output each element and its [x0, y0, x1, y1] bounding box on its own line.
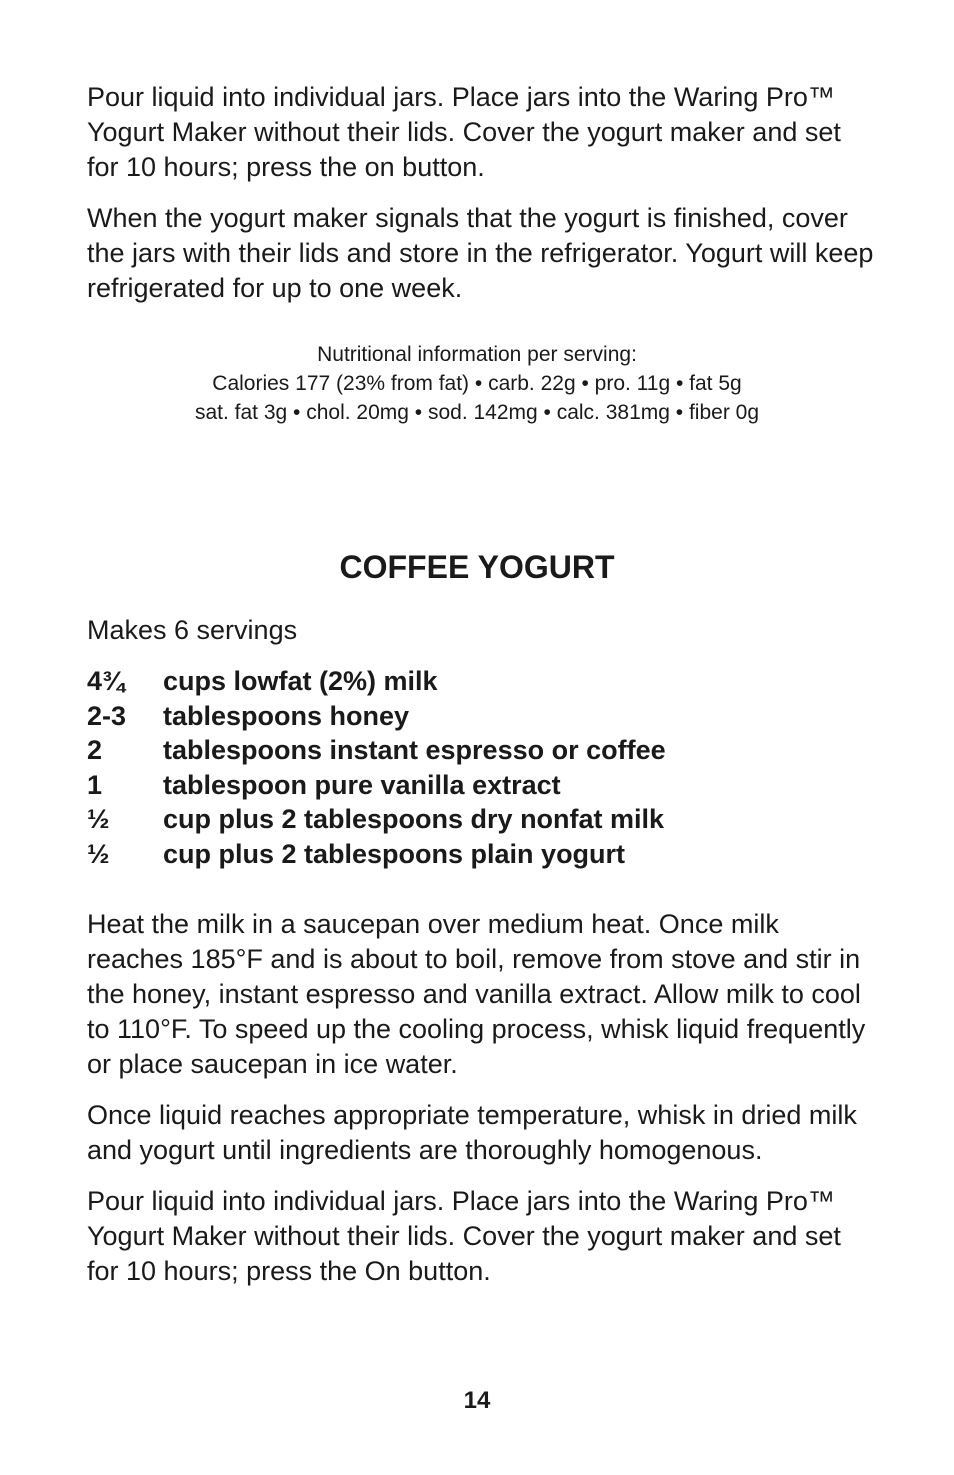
- ingredient-quantity: 4¾: [87, 666, 125, 696]
- nutrition-heading: Nutritional information per serving:: [317, 343, 637, 366]
- page-number: 14: [463, 1387, 491, 1414]
- nutrition-info: [87, 340, 867, 427]
- ingredient-row: [87, 664, 877, 699]
- ingredient-quantity: ½: [87, 838, 110, 869]
- ingredient-name: cups lowfat (2%) milk: [163, 666, 438, 696]
- ingredient-name: tablespoons honey: [163, 700, 410, 731]
- ingredient-row: [87, 802, 877, 837]
- method-step-3: Pour liquid into individual jars. Place jars into the Waring Pro™ Yogurt Maker without their lids. Cover the yogurt maker and set for 10 hours; press the On button.: [87, 1185, 841, 1286]
- ingredient-name: cup plus 2 tablespoons dry nonfat milk: [163, 804, 665, 835]
- nutrition-line-2: sat. fat 3g • chol. 20mg • sod. 142mg • calc. 381mg • fiber 0g: [194, 401, 760, 424]
- intro-paragraph-2: When the yogurt maker signals that the yogurt is finished, cover the jars with their lids and store in the refrigerator. Yogurt will keep refrigerated for up to one week.: [87, 203, 874, 303]
- method-step-2: Once liquid reaches appropriate temperature, whisk in dried milk and yogurt until ingredients are thoroughly homogenous.: [87, 1099, 857, 1165]
- ingredient-row: [87, 768, 877, 803]
- ingredient-row: [87, 733, 877, 768]
- ingredient-name: tablespoons instant espresso or coffee: [163, 735, 666, 766]
- recipe-servings: Makes 6 servings: [87, 615, 298, 645]
- ingredient-row: [87, 837, 877, 872]
- ingredient-name: cup plus 2 tablespoons plain yogurt: [163, 838, 626, 869]
- ingredient-quantity: 2: [87, 735, 103, 766]
- ingredient-quantity: 1: [87, 769, 103, 800]
- ingredient-quantity: 2-3: [87, 700, 127, 731]
- method-step-1: Heat the milk in a saucepan over medium heat. Once milk reaches 185°F and is about to boil, remove from stove and stir in the honey, instant espresso and vanilla extract. Allow milk to cool to 110°F. To speed up the cooling process, whisk liquid frequently or place saucepan in ice water.: [87, 908, 866, 1079]
- nutrition-line-1: Calories 177 (23% from fat) • carb. 22g • pro. 11g • fat 5g: [212, 372, 742, 395]
- intro-paragraph-1: Pour liquid into individual jars. Place jars into the Waring Pro™ Yogurt Maker without their lids. Cover the yogurt maker and set for 10 hours; press the on button.: [87, 82, 841, 182]
- ingredient-name: tablespoon pure vanilla extract: [163, 769, 561, 800]
- recipe-title: COFFEE YOGURT: [339, 549, 615, 585]
- ingredient-row: [87, 699, 877, 734]
- document-page: [87, 80, 877, 1305]
- ingredient-list: [87, 664, 877, 872]
- ingredient-quantity: ½: [87, 804, 110, 835]
- recipe-method: [87, 907, 877, 1289]
